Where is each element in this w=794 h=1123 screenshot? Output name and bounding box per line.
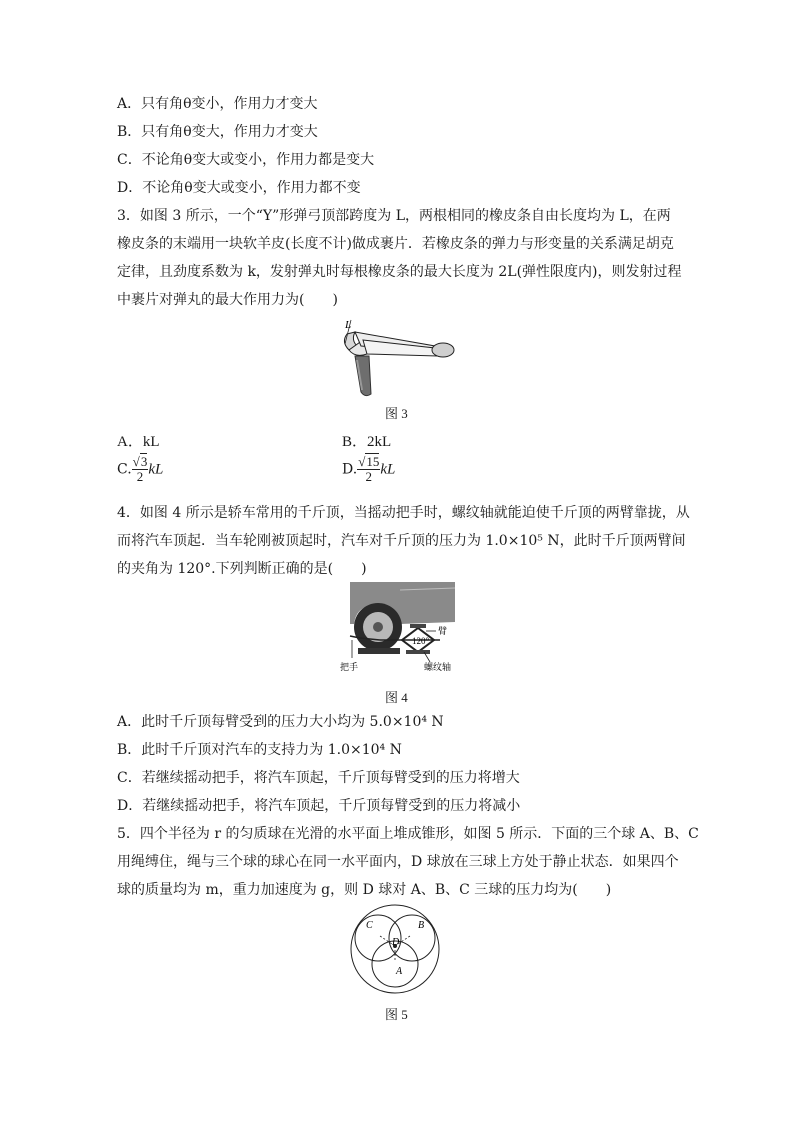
figure-5-caption: 图 5 [385,1007,408,1022]
q4-text-line-1: 4．如图 4 所示是轿车常用的千斤顶，当摇动把手时，螺纹轴就能迫使千斤顶的两臂靠拢，从 [117,505,690,521]
q4-option-d: D．若继续摇动把手，将汽车顶起，千斤顶每臂受到的压力将减小 [117,798,521,814]
q3-option-c: C. $\frac{√3}{2}$ kL [117,454,164,484]
label-ball-b: B [418,920,425,931]
q3-option-a: A．kL [117,434,160,450]
q4-text-line-3: 的夹角为 120°.下列判断正确的是( ) [117,561,367,577]
q4-option-a: A．此时千斤顶每臂受到的压力大小均为 5.0×10⁴ N [117,714,444,730]
q5-text-line-2: 用绳缚住，绳与三个球的球心在同一水平面内，D 球放在三球上方处于静止状态．如果四个 [117,854,679,870]
q3-text-line-1: 3．如图 3 所示，一个“Y”形弹弓顶部跨度为 L，两根相同的橡皮条自由长度均为 L，在两 [117,208,671,224]
q3-option-b: B．2kL [342,434,392,450]
q3-option-d: D. $\frac{√15}{2}$ kL [342,454,396,484]
q5-text-line-3: 球的质量均为 m，重力加速度为 g，则 D 球对 A、B、C 三球的压力均为( ) [117,882,612,898]
slingshot-label-L: L [345,319,352,331]
label-handle: 把手 [340,662,359,672]
label-arm: 臂 [438,626,448,636]
q3-text-line-2: 橡皮条的末端用一块软羊皮(长度不计)做成裹片．若橡皮条的弹力与形变量的关系满足胡克 [117,236,674,252]
q4-option-c: C．若继续摇动把手，将汽车顶起，千斤顶每臂受到的压力将增大 [117,770,520,786]
label-120-deg: 120° [412,636,430,646]
label-ball-d: D [392,937,400,948]
q2-option-a: A．只有角θ变小，作用力才变大 [117,96,318,112]
label-screw: 螺纹轴 [424,662,452,672]
q4-text-line-2: 而将汽车顶起．当车轮刚被顶起时，汽车对千斤顶的压力为 1.0×10⁵ N，此时千斤顶两臂间 [117,533,686,549]
q3-text-line-3: 定律，且劲度系数为 k，发射弹丸时每根橡皮条的最大长度为 2L(弹性限度内)，则发射过程 [117,264,682,280]
label-ball-a: A [396,966,403,977]
slingshot-figure [335,316,460,402]
figure-4-caption: 图 4 [385,690,408,705]
car-jack-figure [340,582,455,678]
four-spheres-figure [348,902,443,997]
q2-option-c: C．不论角θ变大或变小，作用力都是变大 [117,152,375,168]
q4-option-b: B．此时千斤顶对汽车的支持力为 1.0×10⁴ N [117,742,402,758]
q2-option-d: D．不论角θ变大或变小，作用力都不变 [117,180,361,196]
q2-option-b: B．只有角θ变大，作用力才变大 [117,124,318,140]
figure-3-caption: 图 3 [385,406,408,421]
label-ball-c: C [366,920,373,931]
q5-text-line-1: 5．四个半径为 r 的匀质球在光滑的水平面上堆成锥形，如图 5 所示．下面的三个球 A、B、C [117,826,699,842]
q3-text-line-4: 中裹片对弹丸的最大作用力为( ) [117,292,338,308]
